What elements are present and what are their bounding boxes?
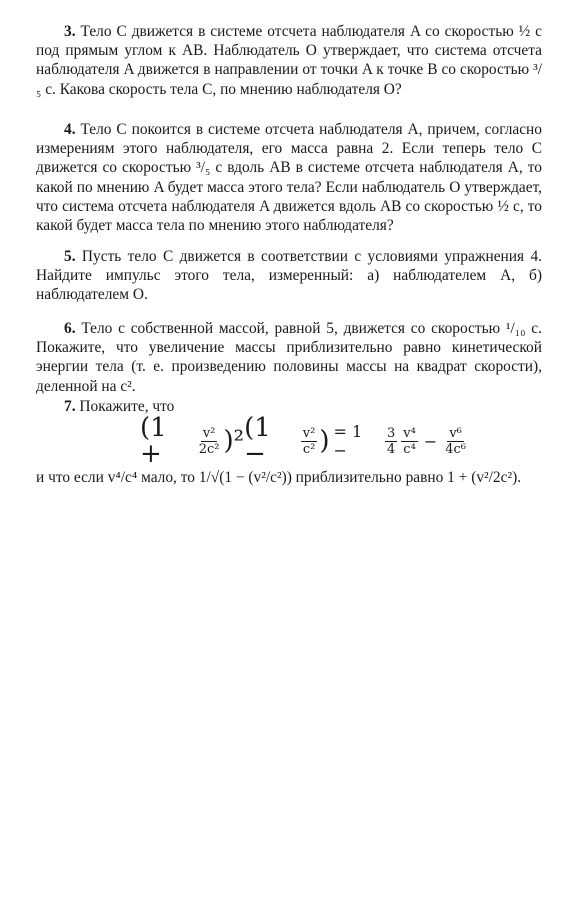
numerator: v² — [202, 425, 216, 441]
problem-number: 5. — [64, 248, 76, 265]
problem-number: 4. — [64, 121, 76, 138]
problem-text: Тело с собственной массой, равной 5, движется со скоростью ¹/₁₀ c. Покажите, что увеличение массы приблизительно равно кинетической энергии тела (т. е. произведению половины массы на квадрат скорости), деленной на c². — [36, 320, 542, 395]
problem-text: Покажите, что — [79, 398, 175, 415]
problem-7 — [36, 397, 542, 416]
fraction — [401, 426, 418, 457]
denominator: c⁴ — [403, 441, 416, 457]
numerator: v⁶ — [449, 425, 462, 441]
formula-open: (1 + — [140, 413, 167, 469]
display-formula — [140, 413, 470, 469]
problem-text: Пусть тело C движется в соответствии с условиями упражнения 4. Найдите импульс этого тела, измеренный: а) наблюдателем A, б) наблюдателем O. — [36, 248, 542, 304]
fraction — [385, 426, 397, 457]
denominator: c² — [302, 441, 316, 457]
denominator: 4c⁶ — [445, 441, 466, 457]
problem-3 — [36, 22, 542, 99]
problem-4 — [36, 120, 542, 235]
problem-6 — [36, 319, 542, 396]
formula-close: ) — [319, 426, 330, 456]
problem-number: 6. — [64, 320, 76, 337]
problem-text: Тело C покоится в системе отсчета наблюдателя A, причем, согласно измерениям этого наблюдателя, его масса равна 2. Если теперь тело C движется со скоростью ³/₅ c вдоль AB в системе отсчета наблюдателя A, то какой по мнению A будет масса этого тела? Если наблюдатель O утверждает, что система отсчета наблюдателя A движется вдоль AB со скоростью ½ c, то какой будет масса тела по мнению этого наблюдателя? — [36, 121, 542, 235]
problem-number: 3. — [64, 23, 76, 40]
numerator: v⁴ — [403, 425, 416, 441]
denominator: 2c² — [198, 441, 220, 457]
fraction — [301, 426, 318, 457]
formula-equals: = 1 − — [333, 422, 363, 460]
problem-text: и что если v⁴/c⁴ мало, то 1/√(1 − (v²/c²)) приблизительно равно 1 + (v²/2c²). — [36, 469, 522, 486]
formula-open: (1 − — [244, 413, 271, 469]
formula-minus: − — [423, 431, 438, 451]
numerator: v² — [302, 425, 316, 441]
problem-text: Тело C движется в системе отсчета наблюдателя A со скоростью ½ c под прямым углом к AB. Наблюдатель O утверждает, что система отсчета наблюдателя A движется в направлении от точки A к точке B со скоростью ³/₅ c. Какова скорость тела C, по мнению наблюдателя O? — [36, 23, 542, 98]
problem-number: 7. — [64, 398, 76, 415]
denominator: 4 — [386, 441, 396, 457]
numerator: 3 — [386, 425, 396, 441]
fraction — [443, 426, 468, 457]
problem-7-conclusion — [36, 468, 542, 488]
fraction — [197, 426, 222, 457]
problem-5 — [36, 247, 542, 305]
formula-close: )² — [223, 426, 245, 456]
